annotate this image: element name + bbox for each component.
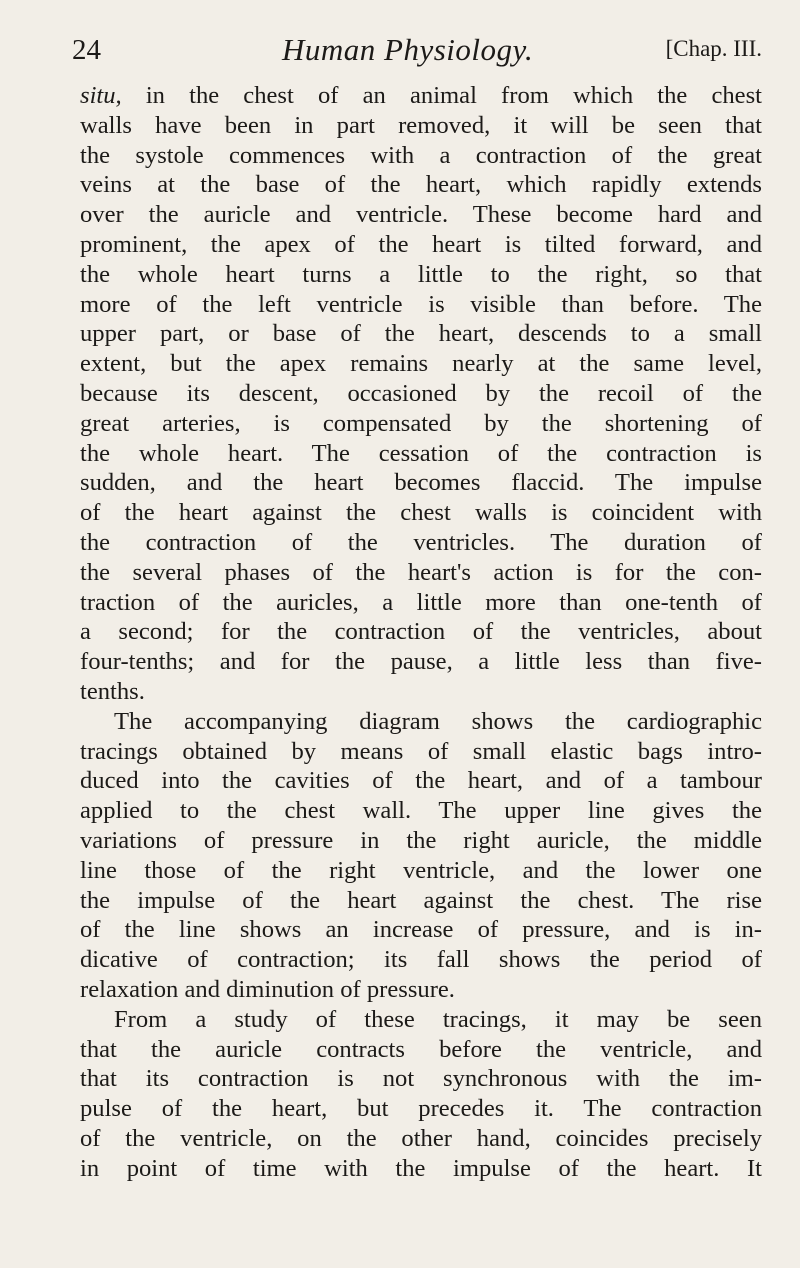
text-line: pulse of the heart, but precedes it. The contraction: [80, 1095, 762, 1123]
text-line: variations of pressure in the right auricle, the middle: [80, 826, 762, 854]
text-line: line those of the right ventricle, and the lower one: [80, 856, 762, 884]
chapter-reference: [Chap. III.: [665, 36, 762, 61]
text-line: the whole heart. The cessation of the contraction is: [80, 439, 762, 467]
italic-word: situ,: [80, 82, 122, 109]
text-line: great arteries, is compensated by the shortening of: [80, 409, 762, 437]
text-line: situ, in the chest of an animal from which the chest: [80, 82, 762, 109]
text-line: From a study of these tracings, it may be seen: [114, 1005, 762, 1033]
text-line: extent, but the apex remains nearly at the same level,: [80, 350, 762, 378]
text-line: of the heart against the chest walls is coincident with: [80, 499, 762, 527]
text-line: four-tenths; and for the pause, a little less than five-: [80, 648, 762, 676]
text-line: tracings obtained by means of small elastic bags intro-: [80, 737, 762, 765]
text-line: sudden, and the heart becomes flaccid. The impulse: [80, 469, 762, 497]
page-number: 24: [72, 34, 101, 66]
text-line: of the ventricle, on the other hand, coincides precisely: [80, 1124, 762, 1152]
text-line: tenths.: [80, 677, 145, 705]
text-line: The accompanying diagram shows the cardiographic: [114, 707, 762, 735]
text-line: dicative of contraction; its fall shows the period of: [80, 946, 762, 974]
text-line: traction of the auricles, a little more than one-tenth of: [80, 588, 762, 616]
text-line: in point of time with the impulse of the heart. It: [80, 1154, 762, 1182]
text-line: that its contraction is not synchronous with the im-: [80, 1065, 762, 1093]
text-line: of the line shows an increase of pressure, and is in-: [80, 916, 762, 944]
text-line: because its descent, occasioned by the recoil of the: [80, 379, 762, 407]
text-line: a second; for the contraction of the ventricles, about: [80, 618, 762, 646]
text-line: the contraction of the ventricles. The duration of: [80, 528, 762, 556]
text-line: the impulse of the heart against the chest. The rise: [80, 886, 762, 914]
running-head: [72, 34, 762, 74]
text-line: duced into the cavities of the heart, and of a tambour: [80, 767, 762, 795]
text-line: over the auricle and ventricle. These become hard and: [80, 201, 762, 229]
text-line: walls have been in part removed, it will be seen that: [80, 111, 762, 139]
text-line: upper part, or base of the heart, descends to a small: [80, 320, 762, 348]
text-line: more of the left ventricle is visible than before. The: [80, 290, 762, 318]
body-text: [80, 81, 762, 1183]
text-line: prominent, the apex of the heart is tilted forward, and: [80, 230, 762, 258]
text-line: the whole heart turns a little to the right, so that: [80, 260, 762, 288]
running-title: Human Physiology.: [282, 32, 534, 67]
text-line: applied to the chest wall. The upper line gives the: [80, 797, 762, 825]
text-line: veins at the base of the heart, which rapidly extends: [80, 171, 762, 199]
text-line: that the auricle contracts before the ventricle, and: [80, 1035, 762, 1063]
text-line: the several phases of the heart's action is for the con-: [80, 558, 762, 586]
text-line: the systole commences with a contraction of the great: [80, 141, 762, 169]
text-line: relaxation and diminution of pressure.: [80, 975, 455, 1003]
